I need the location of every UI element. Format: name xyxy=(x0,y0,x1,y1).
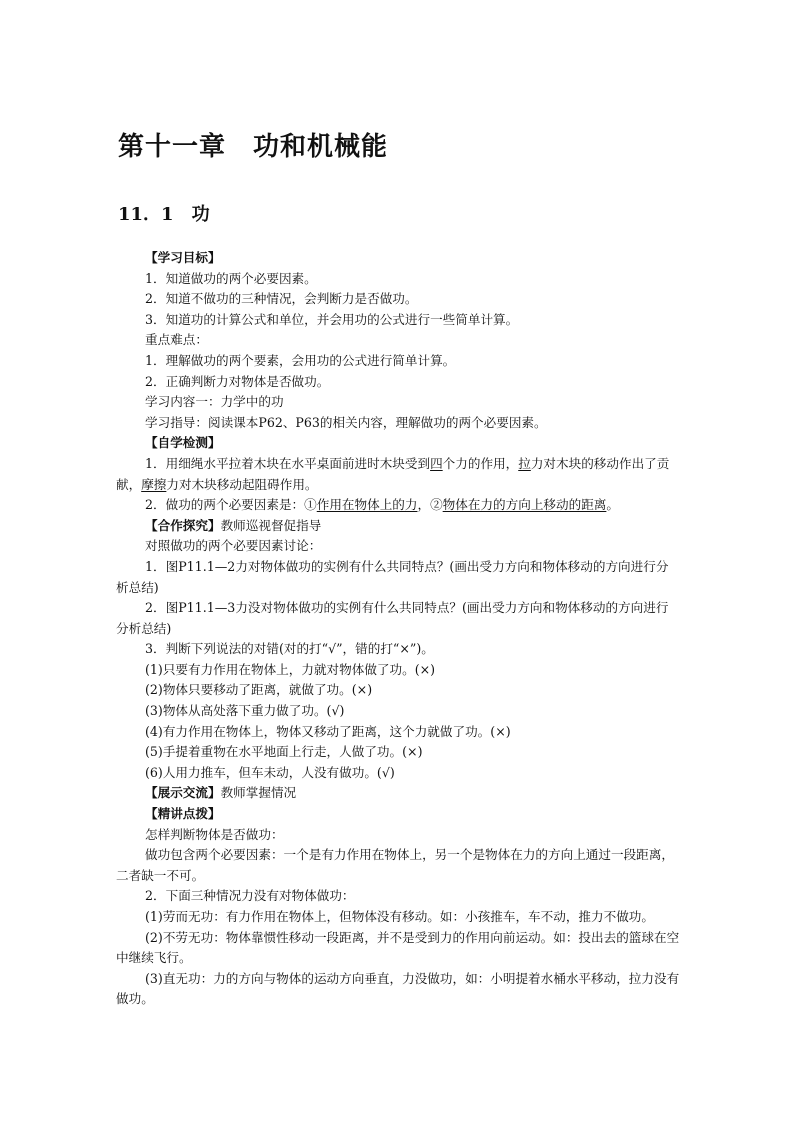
self-check-question-2 xyxy=(116,495,680,516)
chapter-title: 第十一章 功和机械能 xyxy=(118,132,389,162)
inquiry-item: 2．图P11.1—3力没对物体做功的实例有什么共同特点？(画出受力方向和物体移动的方向进行分析总结) xyxy=(116,600,669,636)
display-exchange xyxy=(116,783,680,804)
goal-item: 1．知道做功的两个必要因素。 xyxy=(145,270,317,286)
cooperative-inquiry-note: 教师巡视督促指导 xyxy=(220,517,322,533)
inquiry-intro: 对照做功的两个必要因素讨论： xyxy=(145,538,322,554)
cooperative-inquiry-heading: 【合作探究】 xyxy=(145,517,221,533)
learning-goals-heading: 【学习目标】 xyxy=(145,250,221,265)
display-exchange-note: 教师掌握情况 xyxy=(220,785,297,801)
judgment-item: (4)有力作用在物体上，物体又移动了距离，这个力就做了功。(×) xyxy=(145,723,511,739)
no-work-case: (2)不劳无功：物体靠惯性移动一段距离，并不是受到力的作用向前运动。如：投出去的篮球在空中继续飞行。 xyxy=(116,929,680,966)
judgment-item: (6)人用力推车，但车未动，人没有做功。(√) xyxy=(145,764,395,780)
goal-item: 3．知道功的计算公式和单位，并会用功的公式进行一些简单计算。 xyxy=(145,311,519,327)
judgment-item: (2)物体只要移动了距离，就做了功。(×) xyxy=(145,682,373,698)
key-point-item: 1．理解做功的两个要素，会用功的公式进行简单计算。 xyxy=(145,352,456,368)
text-segment: 2．做功的两个必要因素是：① xyxy=(145,497,317,513)
content-one-heading: 学习内容一：力学中的功 xyxy=(145,394,284,410)
answer-blank: 四 xyxy=(430,455,443,471)
text-segment: 力对木块的移动作出了贡献， xyxy=(116,455,670,492)
key-points-heading: 重点难点： xyxy=(145,332,208,348)
text-segment: ，② xyxy=(417,497,443,513)
judgment-item: (1)只要有力作用在物体上，力就对物体做了功。(×) xyxy=(145,661,436,677)
lecture-paragraph: 做功包含两个必要因素：一个是有力作用在物体上，另一个是物体在力的方向上通过一段距离，二者缺一不可。 xyxy=(116,847,674,883)
display-exchange-heading: 【展示交流】 xyxy=(145,785,221,801)
lecture-paragraph: 怎样判断物体是否做功： xyxy=(145,826,284,842)
self-check-question-1 xyxy=(116,454,680,495)
judgment-item: (3)物体从高处落下重力做了功。(√) xyxy=(145,703,345,719)
no-work-case: (1)劳而无功：有力作用在物体上，但物体没有移动。如：小孩推车，车不动，推力不做功。 xyxy=(145,909,654,924)
judgment-item: (5)手提着重物在水平地面上行走，人做了功。(×) xyxy=(145,744,423,760)
inquiry-item: 1．图P11.1—2力对物体做功的实例有什么共同特点？(画出受力方向和物体移动的方向进行分析总结) xyxy=(116,558,669,595)
text-segment: 1．用细绳水平拉着木块在水平桌面前进时木块受到 xyxy=(145,455,431,471)
section-title: 11．1 功 xyxy=(118,204,210,225)
cooperative-inquiry xyxy=(116,516,680,537)
learning-guidance: 学习指导：阅读课本P62、P63的相关内容，理解做功的两个必要因素。 xyxy=(145,414,547,430)
answer-blank: 物体在力的方向上移动的距离 xyxy=(442,497,607,513)
lecture-heading: 【精讲点拨】 xyxy=(145,806,221,822)
document-body xyxy=(116,248,680,1010)
no-work-case: (3)直无功：力的方向与物体的运动方向垂直，力没做功，如：小明提着水桶水平移动，拉力没有做功。 xyxy=(116,970,680,1007)
text-segment: 。 xyxy=(606,497,619,513)
answer-blank: 拉 xyxy=(518,455,531,471)
lecture-paragraph: 2．下面三种情况力没有对物体做功： xyxy=(145,888,355,904)
answer-blank: 作用在物体上的力 xyxy=(316,497,418,513)
key-point-item: 2．正确判断力对物体是否做功。 xyxy=(145,373,330,389)
text-segment: 个力的作用， xyxy=(442,455,519,471)
text-segment: 力对木块移动起阻碍作用。 xyxy=(166,476,318,492)
self-check-heading: 【自学检测】 xyxy=(145,435,221,451)
answer-blank: 摩擦 xyxy=(141,476,167,492)
inquiry-item: 3．判断下列说法的对错(对的打“√”，错的打“×”)。 xyxy=(145,641,434,657)
goal-item: 2．知道不做功的三种情况，会判断力是否做功。 xyxy=(145,291,418,307)
